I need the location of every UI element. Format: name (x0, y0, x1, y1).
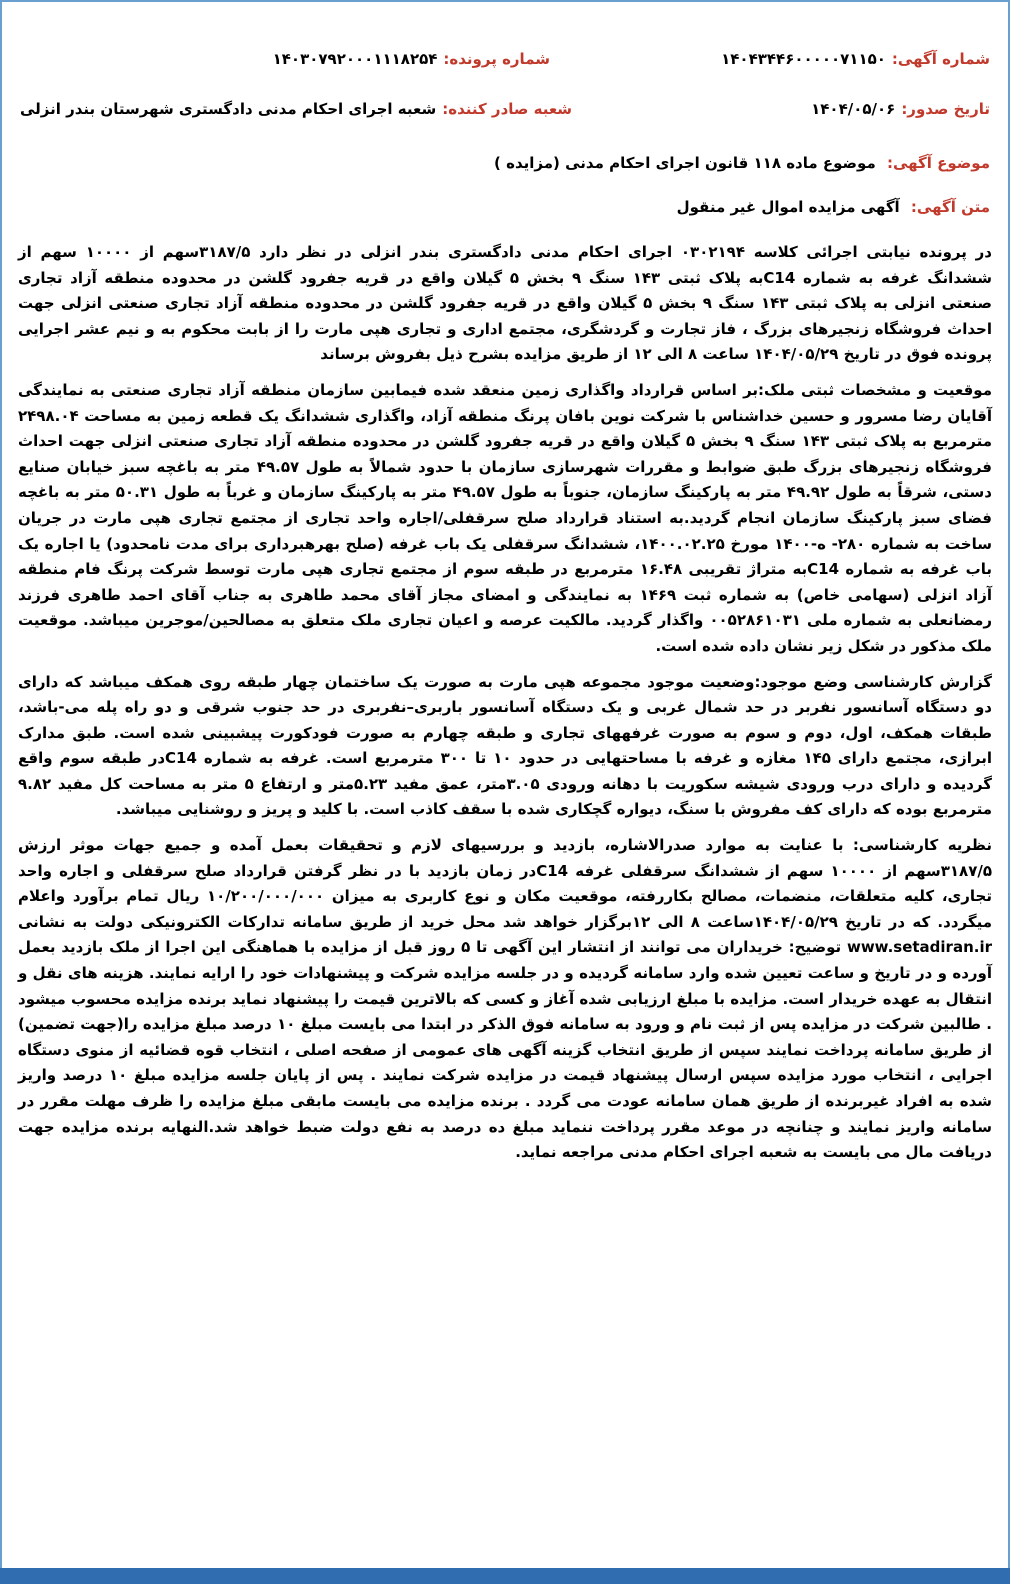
ad-number (550, 50, 990, 68)
case-number-label: شماره پرونده: (443, 50, 550, 68)
ad-subject (20, 154, 990, 172)
subject-label: موضوع آگهی: (886, 154, 990, 172)
header-row-1 (20, 44, 990, 74)
paragraph-expert-report: گزارش کارشناسی وضع موجود:وضعیت موجود مجموعه هپی مارت به صورت یک ساختمان چهار طبقه روی همکف میباشد که دارای دو دستگاه آسانسور نفربر در حد شمال غربی و یک دستگاه آسانسور باربری–نفربری در حد جنوب شرقی و دو راه پله می-باشد، طبقات همکف، اول، دوم و سوم به صورت غرفههای تجاری و طبقه چهارم به صورت فودکورت پیشبینی شده است. طبق مدارک ابرازی، مجتمع دارای ۱۴۵ مغازه و غرفه با مساحتهایی در حدود ۱۰ تا ۳۰۰ مترمربع است. غرفه به شماره C14در طبقه سوم واقع گردیده و دارای درب ورودی شیشه سکوریت با دهانه ورودی ۳.۰۵متر، عمق مفید ۵.۲۳متر و ارتفاع ۵ متر به مساحت کل مفید ۹.۸۲ مترمربع بوده که دارای کف مفروش با سنگ، دیواره گچکاری شده با سقف کاذب است. با کلید و پریز و روشنایی میباشد. (18, 672, 993, 819)
case-number (20, 50, 550, 68)
paragraph-property-location: موقعیت و مشخصات ثبتی ملک:بر اساس قرارداد واگذاری زمین منعقد شده فیمابین سازمان منطقه آزاد تجاری صنعتی به نمایندگی آقایان رضا مسرور و حسین خداشناس با شرکت نوین بافان پرنگ منطقه آزاد، واگذاری ششدانگ یک قطعه زمین به مساحت ۲۴۹۸.۰۴ مترمربع به پلاک ثبتی ۱۴۳ سنگ ۹ بخش ۵ گیلان واقع در قریه جفرود گلشن در محدوده منطقه آزاد تجاری صنعتی انزلی جهت احداث فروشگاه زنجیرهای بزرگ طبق ضوابط و مقررات شهرسازی سازمان با حدود شمالاً به طول ۴۹.۵۷ متر به باغچه سبز خیابان صنایع دستی، شرقاً به طول ۴۹.۹۲ متر به پارکینگ سازمان، جنوباً به طول ۴۹.۵۷ متر به پارکینگ سازمان و غرباً به طول ۵۰.۳۱ متر به باغچه فضای سبز پارکینگ سازمان انجام گردید.به استناد قرارداد صلح سرقفلی/اجاره واحد تجاری از مجتمع تجاری هپی مارت در جریان ساخت به شماره ۲۸۰- ه-۱۴۰۰ مورخ ۱۴۰۰.۰۲.۲۵، ششدانگ سرقفلی یک باب غرفه (صلح بهرهبرداری برای مدت نامحدود) یا اجاره یک باب غرفه به شماره C14به متراژ تقریبی ۱۶.۴۸ مترمربع در طبقه سوم از مجتمع تجاری هپی مارت توسط شرکت پرنگ فام منطقه آزاد انزلی (سهامی خاص) به شماره ثبت ۱۴۶۹ به نمایندگی و امضای مجاز آقای محمد طاهری به جناب آقای احمد طاهری فرزند رمضانعلی به شماره ملی ۰۰۵۲۸۶۱۰۳۱ واگذار گردید. مالکیت عرصه و اعیان تجاری ملک متعلق به مصالحین/موجرین میباشد. موقعیت ملک مذکور در شکل زیر نشان داده شده است. (18, 380, 993, 655)
issuer-label: شعبه صادر کننده: (442, 100, 573, 118)
issuer (20, 100, 572, 118)
paragraph-intro: در پرونده نیابتی اجرائی کلاسه ۰۳۰۲۱۹۴ اجرای احکام مدنی دادگستری بندر انزلی در نظر دارد ۳۱۸۷/۵سهم از ۱۰۰۰۰ سهم از ششدانگ غرفه به شماره C14به پلاک ثبتی ۱۴۳ سنگ ۹ بخش ۵ گیلان واقع در قریه جفرود گلشن در محدوده منطقه آزاد تجاری صنعتی انزلی به پلاک ثبتی ۱۴۳ سنگ ۹ بخش ۵ گیلان واقع در قریه جفرود گلشن در محدوده منطقه آزاد تجاری صنعتی انزلی جهت احداث فروشگاه زنجیرهای بزرگ ، فاز تجارت و گردشگری، مجتمع اداری و تجاری هپی مارت را از بابت محکوم به و نیم عشر اجرایی پرونده فوق در تاریخ ۱۴۰۴/۰۵/۲۹ ساعت ۸ الی ۱۲ از طریق مزایده بشرح ذیل بفروش برساند (18, 243, 993, 364)
ad-number-value: ۱۴۰۴۳۴۴۶۰۰۰۰۰۷۱۱۵۰ (721, 50, 886, 68)
issuer-value: شعبه اجرای احکام مدنی دادگستری شهرستان بندر انزلی (20, 100, 437, 118)
ad-body (18, 240, 992, 1176)
ad-number-label: شماره آگهی: (891, 50, 990, 68)
header-row-2 (20, 94, 990, 124)
text-title-value: آگهی مزایده اموال غیر منقول (676, 198, 900, 216)
document-header (20, 44, 990, 144)
paragraph-expert-opinion: نظریه کارشناسی: با عنایت به موارد صدرالاشاره، بازدید و بررسیهای لازم و تحقیقات بعمل آمده و جمیع جهات موثر ارزش ۳۱۸۷/۵سهم از ۱۰۰۰۰ سهم از ششدانگ سرقفلی غرفه C14در زمان بازدید با در نظر گرفتن قرارداد صلح سرقفلی و اجاره واحد تجاری، کلیه متعلقات، منضمات، مصالح بکاررفته، موقعیت مکان و نوع کاربری به میزان ۱۰/۲۰۰/۰۰۰/۰۰۰ ریال تمام برآورد واعلام میگردد. که در تاریخ ۱۴۰۴/۰۵/۲۹ساعت ۸ الی ۱۲برگزار خواهد شد محل خرید از طریق سامانه تدارکات الکترونیکی دولت به نشانی www.setadiran.ir توضیح: خریداران می توانند از انتشار این آگهی تا ۵ روز قبل از مزایده با هماهنگی این اجرا از ملک بازدید بعمل آورده و در تاریخ و ساعت تعیین شده وارد سامانه گردیده و در جلسه مزایده شرکت و پیشنهادات خود را ارایه نمایند. هزینه های نقل و انتقال به عهده خریدار است. مزایده با مبلغ ارزیابی شده آغاز و کسی که بالاترین قیمت را پیشنهاد نماید برنده مزایده محسوب میشود . طالبین شرکت در مزایده پس از ثبت نام و ورود به سامانه فوق الذکر در ابتدا می بایست مبلغ ۱۰ درصد مبلغ مزایده را(جهت تضمین) از طریق سامانه پرداخت نمایند سپس از طریق انتخاب گزینه آگهی های عمومی از صفحه اصلی ، انتخاب قوه قضائیه از منوی دستگاه اجرایی ، انتخاب مورد مزایده سپس ارسال پیشنهاد قیمت در مزایده شرکت نمایند . پس از پایان جلسه مزایده مبلغ ۱۰ درصد واریز شده به افراد غیربرنده از طریق همان سامانه عودت می گردد . برنده مزایده می بایست مابقی مبلغ مزایده را ظرف مهلت مقرر در سامانه واریز نمایند و چنانچه در موعد مقرر پرداخت ننماید مبلغ ده درصد به نفع دولت ضبط خواهد شد.النهایه برنده مزایده جهت دریافت مال می بایست به شعبه اجرای احکام مدنی مراجعه نماید. (18, 836, 992, 1162)
bottom-bar (0, 1568, 1010, 1584)
issue-date-value: ۱۴۰۴/۰۵/۰۶ (811, 100, 896, 118)
issue-date-label: تاریخ صدور: (901, 100, 990, 118)
case-number-value: ۱۴۰۳۰۷۹۲۰۰۰۱۱۱۸۲۵۴ (272, 50, 438, 68)
subject-value: موضوع ماده ۱۱۸ قانون اجرای احکام مدنی (مزایده ) (494, 154, 876, 172)
issue-date (572, 100, 990, 118)
ad-text-title (20, 198, 990, 216)
text-title-label: متن آگهی: (910, 198, 990, 216)
